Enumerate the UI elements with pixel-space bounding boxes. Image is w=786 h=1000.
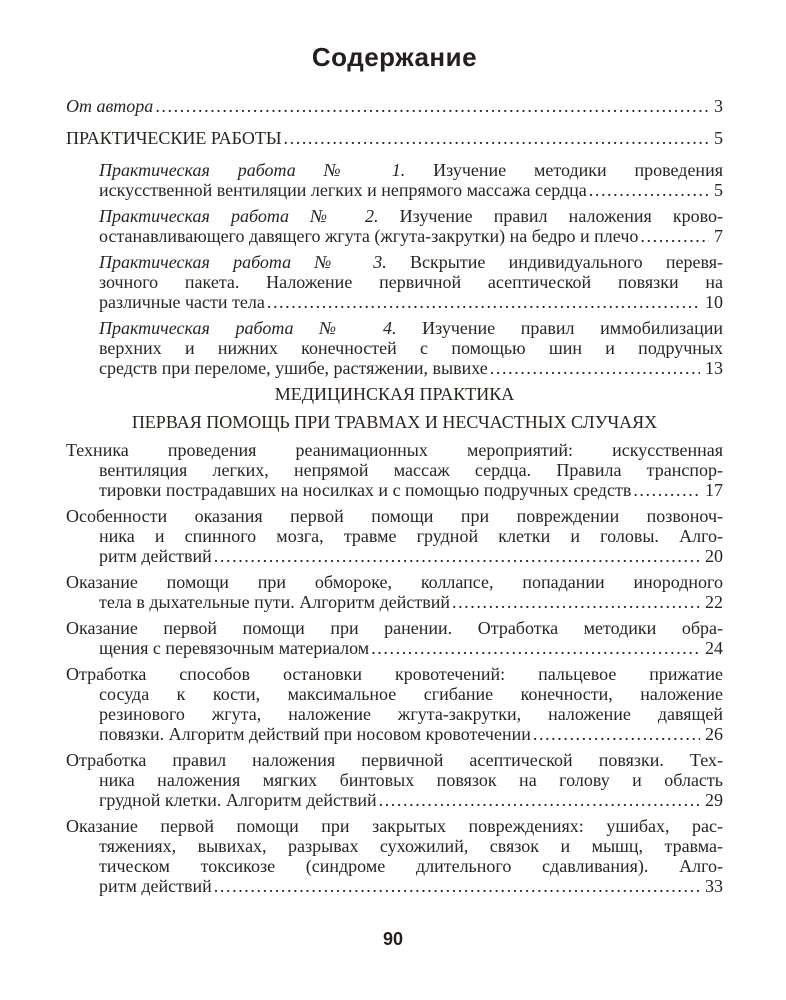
toc-entry-run: МЕДИЦИНСКАЯ ПРАКТИКА [274,384,515,404]
dot-leader [214,876,700,896]
toc-entry-text [99,836,723,856]
toc-entry-run: Изучение правил иммобилизации [396,318,723,338]
toc-entry-text [99,790,377,810]
toc-entry-run: ника и спинного мозга, травме грудной клетки и головы. Алго- [99,526,723,546]
toc-line [99,180,723,200]
toc-entry-text [99,206,723,226]
toc-line [99,338,723,358]
toc-entry-text [99,318,723,338]
dot-leader [155,96,709,116]
dot-leader [371,638,700,658]
toc-entry-run: ПРАКТИЧЕСКИЕ РАБОТЫ [66,128,282,148]
toc-line [66,412,723,432]
toc-line [66,546,723,566]
entry-page-number: 5 [714,128,723,148]
toc-line [66,770,723,790]
toc-entry-run: различные части тела [99,292,265,312]
toc-line [66,618,723,638]
dot-leader [452,592,700,612]
toc-section-heading [66,412,723,432]
toc-entry-run: ритм действий [99,546,212,566]
toc-entry-text [99,180,587,200]
toc-section-heading [66,384,723,404]
toc-entry-run: зочного пакета. Наложение первичной асептической повязки на [99,272,723,292]
toc-entry-text [66,506,723,526]
toc-entry [66,618,723,658]
toc-entry-text [99,684,723,704]
toc-entry-run: верхних и нижних конечностей с помощью шин и подручных [99,338,723,358]
toc-line [66,460,723,480]
toc-entry-run: Оказание помощи при обмороке, коллапсе, попадании инородного [66,572,723,592]
toc-entry-text [99,160,723,180]
dot-leader [284,128,709,148]
dot-leader [589,180,709,200]
toc-entry-text [132,412,657,432]
toc-entry-text [99,272,723,292]
toc-line [66,480,723,500]
toc-entry-text [99,338,723,358]
toc-entry-run: Изучение правил наложения крово- [378,206,723,226]
toc-entry-run: ритм действий [99,876,212,896]
toc-entry-text [66,816,723,836]
page-title: Содержание [311,42,478,72]
toc-entry-text [99,546,212,566]
entry-page-number: 10 [705,292,723,312]
toc-entry-text [99,638,369,658]
toc-entry-text [66,572,723,592]
toc-line [99,272,723,292]
toc-entry-run: Отработка правил наложения первичной асептической повязки. Тех- [66,750,723,770]
toc-entry-text [99,358,488,378]
toc-line [66,128,723,148]
toc-entry-run: Вскрытие индивидуального перевя- [386,252,724,272]
toc-entry-lead-italic: Практическая работа № 2. [99,206,379,226]
toc-line [66,526,723,546]
dot-leader [640,226,709,246]
toc-entry-text [275,384,515,404]
footer-page-number: 90 [382,929,404,949]
toc-line [99,358,723,378]
dot-leader [633,480,700,500]
toc-entry-run: Техника проведения реанимационных мероприятий: искусственная [66,440,723,460]
entry-page-number: 26 [705,724,723,744]
toc-entry-lead-italic: От автора [66,96,154,116]
toc-entry-run: тела в дыхательные пути. Алгоритм действий [99,592,450,612]
toc-entry-run: ПЕРВАЯ ПОМОЩЬ ПРИ ТРАВМАХ И НЕСЧАСТНЫХ СЛУЧАЯХ [131,412,658,432]
toc-entry-run: Оказание первой помощи при ранении. Отработка методики обра- [66,618,723,638]
toc-line [66,572,723,592]
toc-entry-text [99,480,631,500]
toc-entry-text [99,460,723,480]
toc-entry-text [66,128,282,148]
toc-entry-text [66,618,723,638]
entry-page-number: 24 [705,638,723,658]
toc-entry [99,252,723,312]
toc-entry-text [99,226,638,246]
toc-line [66,684,723,704]
toc-entry-run: искусственной вентиляции легких и непрямого массажа сердца [99,180,587,200]
toc-entry-text [99,526,723,546]
toc-entry-run: вентиляция легких, непрямой массаж сердца. Правила транспор- [99,460,723,480]
toc-entry-run: тяжениях, вывихах, разрывах сухожилий, связок и мышц, травма- [99,836,723,856]
toc-entry-run: повязки. Алгоритм действий при носовом кровотечении [99,724,531,744]
toc-entry [66,816,723,896]
toc-entry-text [99,592,450,612]
toc-entry-run: Особенности оказания первой помощи при повреждении позвоноч- [66,506,723,526]
toc-line [66,638,723,658]
toc-entry-run: Изучение методики проведения [405,160,723,180]
toc-line [66,750,723,770]
entry-page-number: 5 [714,180,723,200]
toc-entry [66,572,723,612]
toc-entry [66,750,723,810]
toc-entry [99,160,723,200]
dot-leader [214,546,700,566]
toc-content [66,42,723,902]
toc-line [66,876,723,896]
toc-entry [66,506,723,566]
toc-entry-text [99,292,265,312]
toc-line [66,96,723,116]
toc-entry [66,664,723,744]
entry-page-number: 33 [705,876,723,896]
toc-line [66,836,723,856]
entry-page-number: 22 [705,592,723,612]
toc-entry-text [99,856,723,876]
entry-page-number: 20 [705,546,723,566]
entry-page-number: 17 [705,480,723,500]
toc-entry-run: сосуда к кости, максимальное сгибание конечности, наложение [99,684,723,704]
toc-line [99,318,723,338]
toc-line [66,790,723,810]
entry-page-number: 29 [705,790,723,810]
toc-line [66,816,723,836]
toc-line [99,206,723,226]
toc-entry-text [99,876,212,896]
toc-entry-lead-italic: Практическая работа № 1. [99,160,406,180]
toc-entry-run: Отработка способов остановки кровотечений: пальцевое прижатие [66,664,723,684]
entry-page-number: 7 [714,226,723,246]
toc-entry-text [99,724,531,744]
toc-line [66,724,723,744]
toc-entry [66,128,723,148]
toc-entry [99,318,723,378]
toc-entry-run: Оказание первой помощи при закрытых повреждениях: ушибах, рас- [66,816,723,836]
toc-entry-run: резинового жгута, наложение жгута-закрутки, наложение давящей [99,704,723,724]
toc-line [66,506,723,526]
toc-entry-text [99,704,723,724]
dot-leader [490,358,700,378]
toc-line [66,440,723,460]
dot-leader [379,790,700,810]
toc-entry [66,440,723,500]
toc-entry-run: ника наложения мягких бинтовых повязок на голову и область [99,770,723,790]
toc-entry-text [66,750,723,770]
toc-line [66,704,723,724]
toc-line [66,384,723,404]
dot-leader [267,292,700,312]
toc-entry-run: грудной клетки. Алгоритм действий [99,790,377,810]
toc-entry-run: тическом токсикозе (синдроме длительного сдавливания). Алго- [99,856,723,876]
toc-entry-text [66,96,153,116]
entry-page-number: 3 [714,96,723,116]
entry-page-number: 13 [705,358,723,378]
toc-entry-run: останавливающего давящего жгута (жгута-закрутки) на бедро и плечо [99,226,639,246]
toc-entry-lead-italic: Практическая работа № 4. [99,318,397,338]
toc-line [66,856,723,876]
toc-line [99,292,723,312]
toc-line [66,664,723,684]
toc-line [66,592,723,612]
toc-entry-text [99,770,723,790]
toc-entry-run: средств при переломе, ушибе, растяжении, вывихе [99,358,488,378]
toc-line [99,226,723,246]
toc-entry-text [66,440,723,460]
toc-entry [99,206,723,246]
toc-entry-text [99,252,723,272]
toc-line [99,252,723,272]
dot-leader [533,724,700,744]
toc-entry [66,96,723,116]
toc-entry-run: тировки пострадавших на носилках и с помощью подручных средств [99,480,632,500]
toc-entry-text [66,664,723,684]
toc-entry-run: щения с перевязочным материалом [99,638,370,658]
toc-line [99,160,723,180]
toc-list [66,96,723,896]
toc-entry-lead-italic: Практическая работа № 3. [99,252,387,272]
